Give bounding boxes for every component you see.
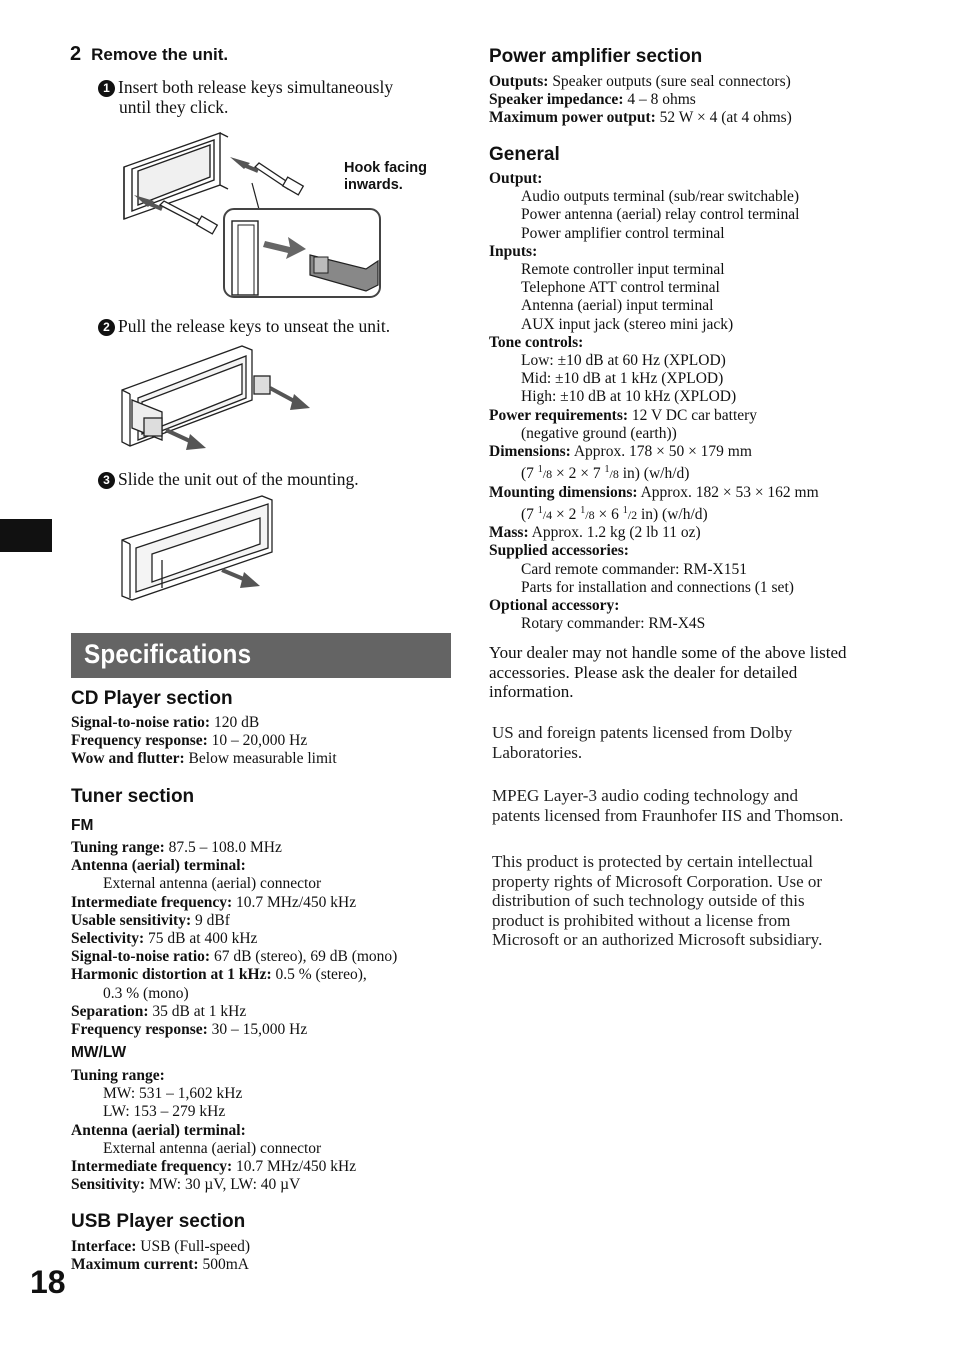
note-line: property rights of Microsoft Corporation. Use or [492,871,823,891]
spec-item: Power amplifier control terminal [521,224,725,242]
spec-item: Power antenna (aerial) relay control terminal [521,206,800,224]
note-line: This product is protected by certain intellectual [492,852,813,871]
pull-release-keys-illustration [122,342,312,457]
step-title: Remove the unit. [91,45,229,64]
substep-marker: 3 [98,472,115,489]
substep-2 [98,316,390,336]
step-number: 2 [70,43,82,65]
spec-row: Speaker impedance: 4 – 8 ohms [489,91,696,109]
note-line: MPEG Layer-3 audio coding technology and [492,786,799,805]
spec-row: Selectivity: 75 dB at 400 kHz [71,930,258,948]
substep-text: Insert both release keys simultaneously [118,77,394,97]
spec-row: Outputs: Speaker outputs (sure seal connectors) [489,73,791,90]
spec-row: Separation: 35 dB at 1 kHz [71,1002,247,1020]
spec-row: Dimensions: Approx. 178 × 50 × 179 mm [489,443,752,461]
spec-item: Antenna (aerial) input terminal [521,297,714,315]
spec-item: Rotary commander: RM-X4S [521,615,706,633]
spec-item: AUX input jack (stereo mini jack) [521,315,734,333]
mpeg-note [492,786,843,825]
mwlw-specs [71,1067,356,1194]
spec-item: Remote controller input terminal [521,261,725,279]
microsoft-note [492,852,822,950]
spec-row: LW: 153 – 279 kHz [103,1103,226,1121]
spec-item: High: ±10 dB at 10 kHz (XPLOD) [521,388,737,406]
note-line: Your dealer may not handle some of the above listed [489,643,847,662]
slide-unit-out-illustration [122,496,282,606]
spec-row: Tuning range: [71,1067,165,1084]
dolby-note [492,723,792,762]
spec-row: 0.3 % (mono) [103,984,189,1002]
spec-row: Mass: Approx. 1.2 kg (2 lb 11 oz) [489,524,701,542]
hook-callout [344,160,427,194]
spec-item: (7 $^1$/8 × 2 × 7 $^1$/8 in) (w/h/d) [521,464,690,483]
spec-label: Output: [489,170,543,187]
note-line: distribution of such technology outside of this [492,891,805,910]
spec-item: Audio outputs terminal (sub/rear switchable) [521,188,800,206]
spec-row: MW: 531 – 1,602 kHz [103,1085,243,1103]
usb-player-specs [71,1238,250,1274]
general-heading: General [489,144,560,165]
page-number: 18 [30,1264,66,1300]
callout-line: Hook facing [344,160,427,176]
spec-row: Sensitivity: MW: 30 µV, LW: 40 µV [71,1176,301,1194]
spec-item: (7 $^1$/4 × 2 $^1$/8 × 6 $^1$/2 in) (w/h/d) [521,504,708,523]
release-key-insertion-illustration [120,125,390,305]
spec-row: Interface: USB (Full-speed) [71,1238,251,1255]
substep-text: Pull the release keys to unseat the unit. [118,316,391,336]
note-line: patents licensed from Fraunhofer IIS and Thomson. [492,805,844,825]
spec-row: Intermediate frequency: 10.7 MHz/450 kHz [71,1158,357,1176]
specifications-title: Specifications [84,639,252,669]
spec-row: Intermediate frequency: 10.7 MHz/450 kHz [71,893,357,911]
spec-row: Antenna (aerial) terminal: [71,1121,246,1139]
spec-label: Inputs: [489,242,538,260]
spec-item: Mid: ±10 dB at 1 kHz (XPLOD) [521,370,724,388]
cd-player-specs [71,714,337,769]
substep-3 [98,469,359,489]
spec-item: Telephone ATT control terminal [521,279,720,297]
cd-player-heading: CD Player section [71,688,233,709]
spec-row: Maximum current: 500mA [71,1256,249,1274]
substep-text: until they click. [119,97,229,117]
callout-line: inwards. [344,177,403,193]
fm-heading: FM [71,817,94,834]
substep-text: Slide the unit out of the mounting. [118,469,359,489]
spec-row: Signal-to-noise ratio: 120 dB [71,714,260,731]
note-line: accessories. Please ask the dealer for detailed [489,662,798,682]
spec-row: Usable sensitivity: 9 dBf [71,911,230,929]
spec-row: Maximum power output: 52 W × 4 (at 4 ohms) [489,109,792,127]
spec-row: External antenna (aerial) connector [103,875,322,893]
note-line: Laboratories. [492,742,583,762]
power-amp-heading: Power amplifier section [489,46,703,67]
general-specs [489,170,819,633]
spec-row: Tuning range: 87.5 – 108.0 MHz [71,839,282,856]
mwlw-heading: MW/LW [71,1044,127,1061]
spec-item: Card remote commander: RM-X151 [521,560,747,578]
spec-label: Optional accessory: [489,596,620,614]
spec-row: Frequency response: 10 – 20,000 Hz [71,732,308,750]
section-tab-marker [0,519,52,552]
fm-specs [71,839,397,1039]
spec-row: Harmonic distortion at 1 kHz: 0.5 % (stereo), [71,966,367,984]
note-line: US and foreign patents licensed from Dolby [492,723,793,742]
power-amp-specs [489,73,792,128]
spec-label: Tone controls: [489,333,584,351]
note-line: product is prohibited without a license from [492,910,791,930]
usb-player-heading: USB Player section [71,1211,246,1232]
note-line: Microsoft or an authorized Microsoft subsidiary. [492,930,823,949]
substep-1 [98,77,393,117]
specifications-banner [71,633,451,678]
spec-row: Wow and flutter: Below measurable limit [71,750,337,768]
spec-row: Frequency response: 30 – 15,000 Hz [71,1021,308,1039]
spec-item: (negative ground (earth)) [521,424,677,442]
dealer-note [489,643,847,702]
spec-label: Supplied accessories: [489,542,629,560]
spec-item: Parts for installation and connections (1 set) [521,578,794,596]
substep-marker: 2 [98,319,115,336]
spec-row: Mounting dimensions: Approx. 182 × 53 × 162 mm [489,483,819,501]
substep-marker: 1 [98,80,115,97]
removal-step [70,43,228,66]
spec-row: Antenna (aerial) terminal: [71,857,246,875]
spec-row: Signal-to-noise ratio: 67 dB (stereo), 69 dB (mono) [71,948,398,966]
spec-row: Power requirements: 12 V DC car battery [489,406,758,424]
note-line: information. [489,682,574,701]
spec-item: Low: ±10 dB at 60 Hz (XPLOD) [521,352,726,370]
tuner-heading: Tuner section [71,786,195,807]
spec-row: External antenna (aerial) connector [103,1139,322,1157]
